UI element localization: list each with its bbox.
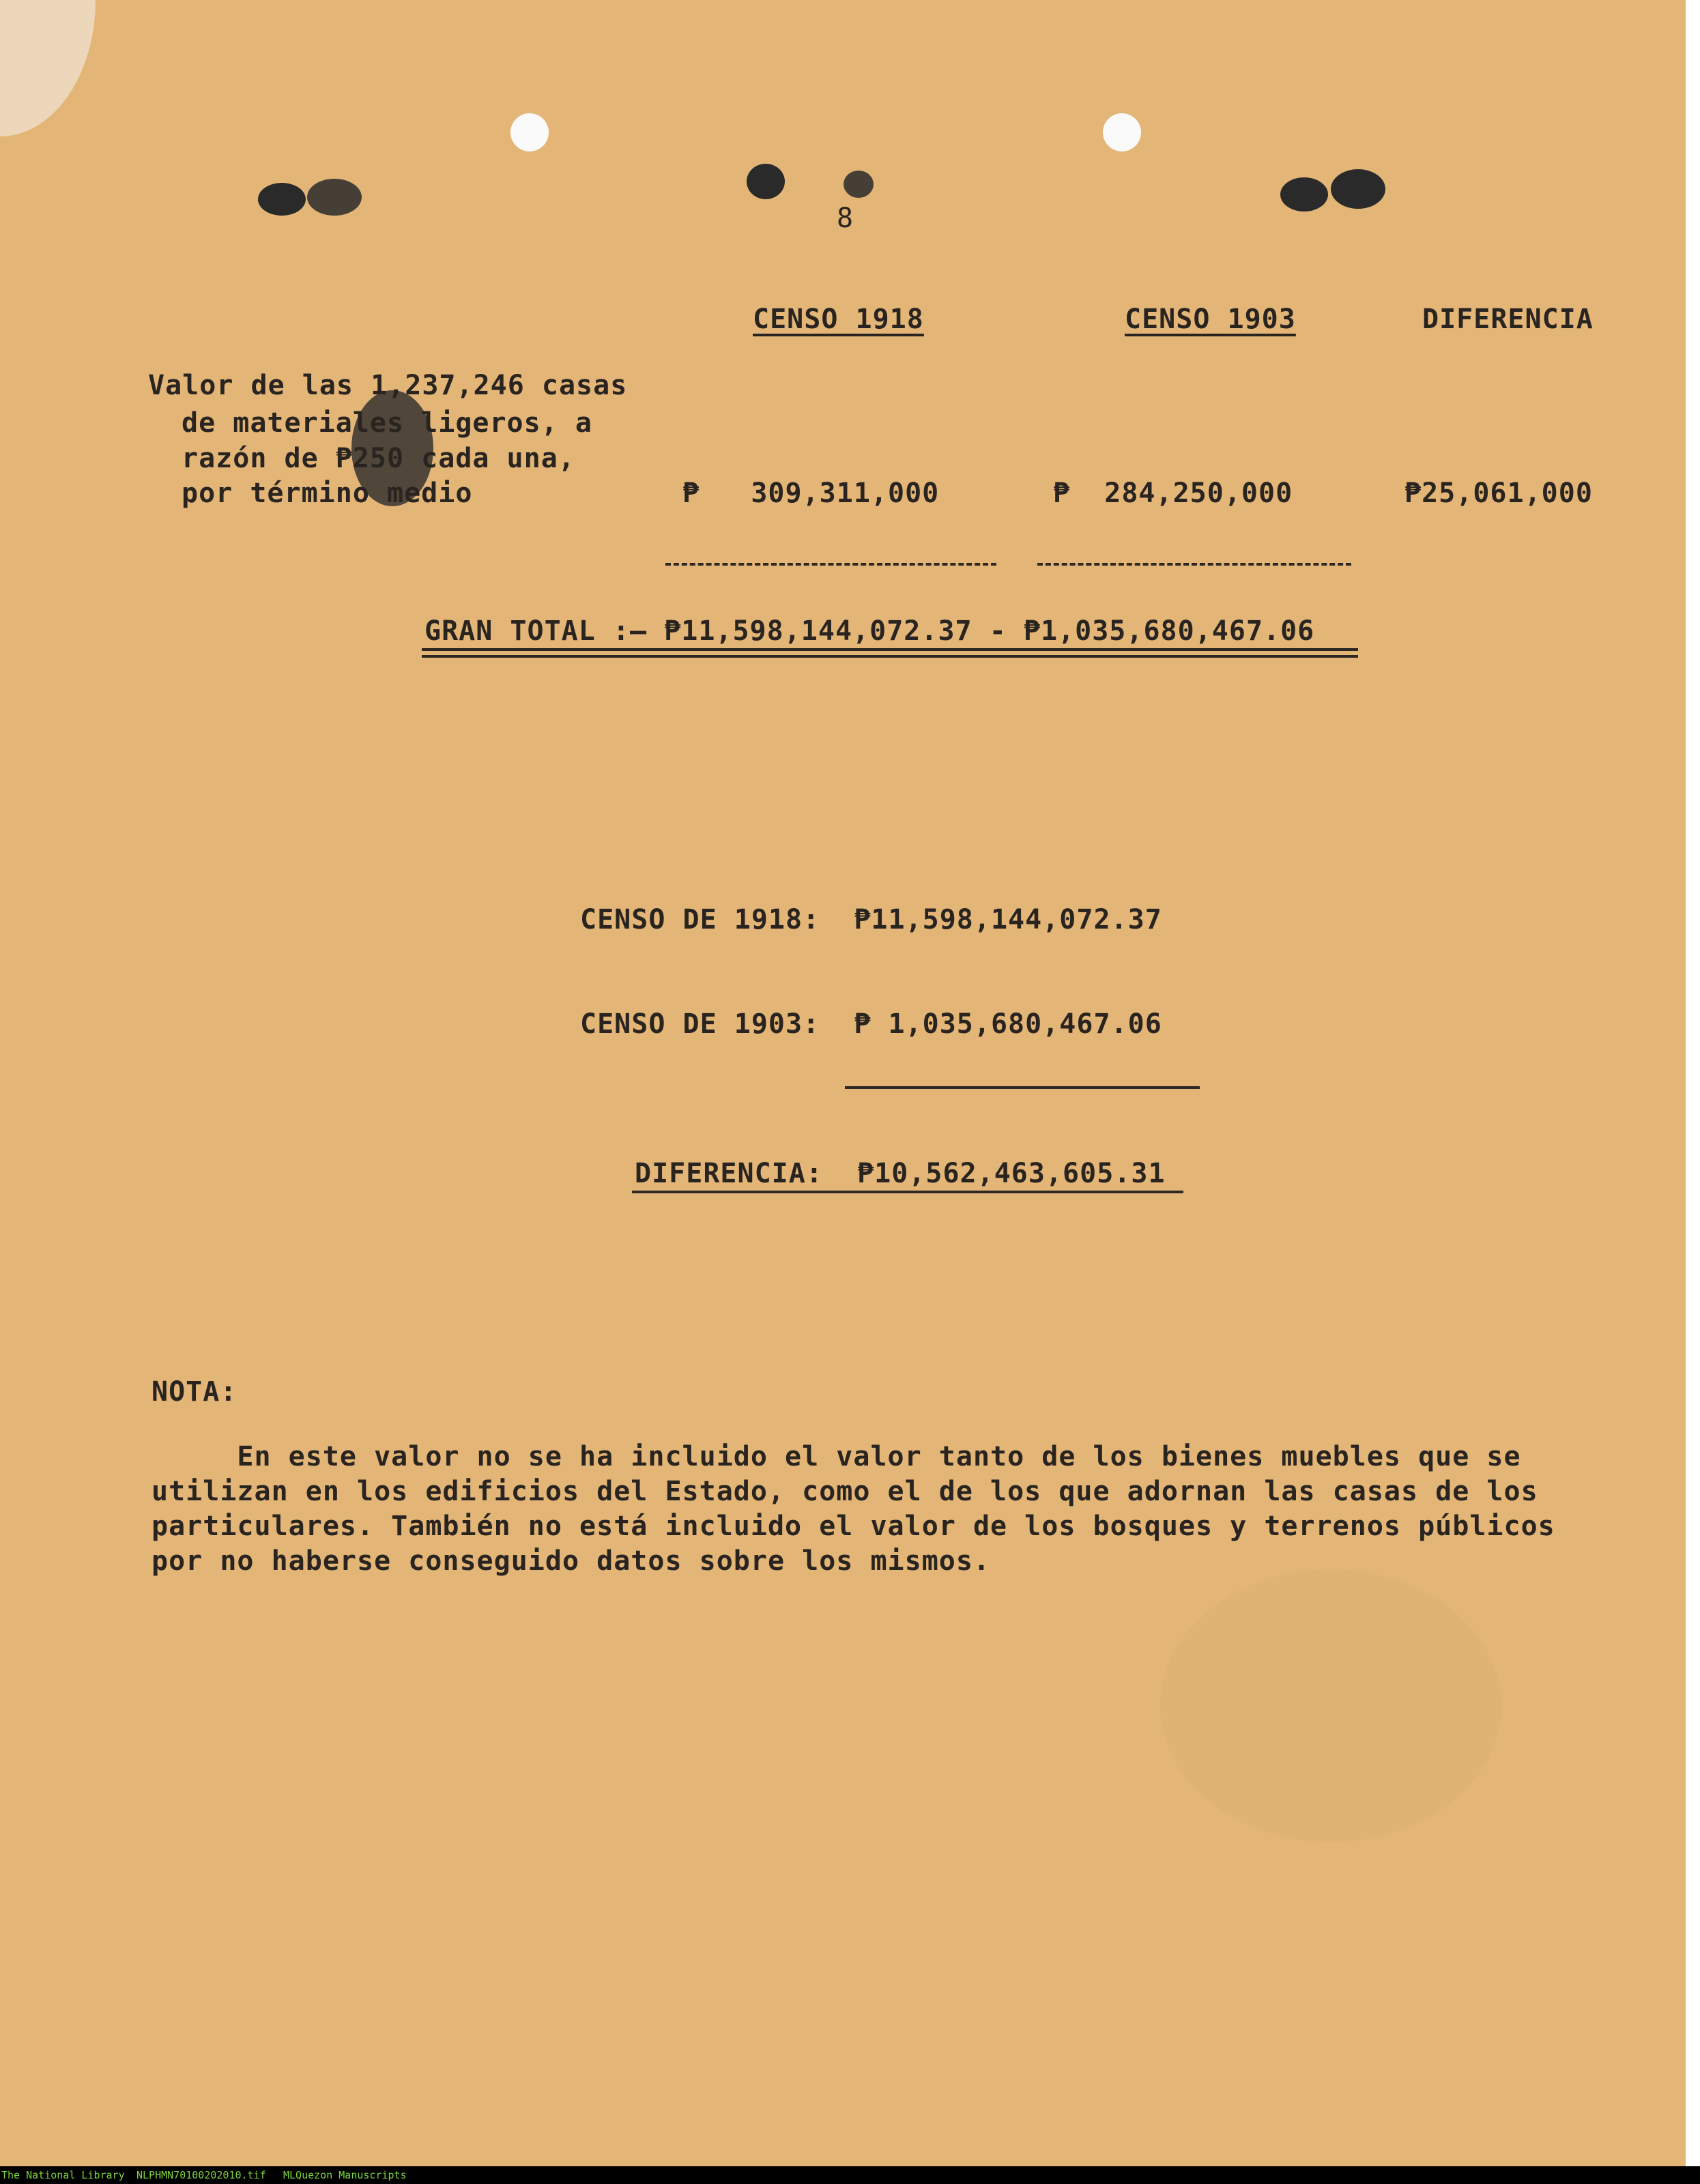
summary-censo-1903: CENSO DE 1903: ₱ 1,035,680,467.06 — [580, 1008, 1162, 1040]
summary-rule — [845, 1086, 1200, 1089]
summary-censo-1918: CENSO DE 1918: ₱11,598,144,072.37 — [580, 904, 1162, 935]
dashed-rule — [665, 563, 996, 566]
burn-mark — [1280, 177, 1328, 212]
gran-total-underline — [422, 655, 1358, 658]
nota-title: NOTA: — [152, 1376, 237, 1408]
value-diferencia: ₱25,061,000 — [1404, 480, 1593, 507]
row-label-line-4: por término medio — [182, 478, 473, 509]
row-label-line-2: de materiales ligeros, a — [182, 407, 592, 439]
scan-footer — [0, 2166, 1700, 2184]
nota-line-3: particulares. También no está incluido el valor de los bosques y terrenos públicos — [152, 1511, 1555, 1542]
paper-worn-corner — [0, 0, 96, 136]
burn-mark — [258, 183, 306, 216]
gran-total-underline — [422, 648, 1358, 651]
summary-diferencia: DIFERENCIA: ₱10,562,463,605.31 — [635, 1158, 1166, 1189]
stain — [1160, 1569, 1501, 1842]
nota-line-1: En este valor no se ha incluido el valor tanto de los bienes muebles que se — [152, 1441, 1521, 1472]
nota-line-2: utilizan en los edificios del Estado, como el de los que adornan las casas de los — [152, 1476, 1538, 1507]
burn-mark — [747, 164, 785, 199]
binder-hole-right — [1103, 113, 1141, 151]
footer-library: The National Library — [1, 2169, 125, 2181]
row-label-line-1: Valor de las 1,237,246 casas — [148, 370, 628, 401]
burn-mark — [1331, 169, 1385, 209]
header-censo-1903: CENSO 1903 — [1125, 304, 1296, 335]
nota-line-4: por no haberse conseguido datos sobre los mismos. — [152, 1545, 991, 1577]
gran-total: GRAN TOTAL :— ₱11,598,144,072.37 - ₱1,035,680,467.06 — [424, 615, 1315, 647]
page-number: 8 — [837, 203, 854, 234]
burn-mark — [844, 171, 874, 198]
diferencia-underline — [632, 1191, 1183, 1193]
value-censo-1903: ₱ 284,250,000 — [1053, 478, 1293, 509]
footer-collection: MLQuezon Manuscripts — [283, 2169, 407, 2181]
header-diferencia: DIFERENCIA — [1422, 306, 1594, 333]
row-label-line-3: razón de ₱250 cada una, — [182, 443, 575, 474]
binder-hole-left — [510, 113, 549, 151]
dashed-rule — [1037, 563, 1351, 566]
header-censo-1918: CENSO 1918 — [753, 304, 924, 335]
footer-file: NLPHMN70100202010.tif — [136, 2169, 266, 2181]
value-censo-1918: ₱ 309,311,000 — [682, 478, 940, 509]
burn-mark — [307, 179, 362, 216]
